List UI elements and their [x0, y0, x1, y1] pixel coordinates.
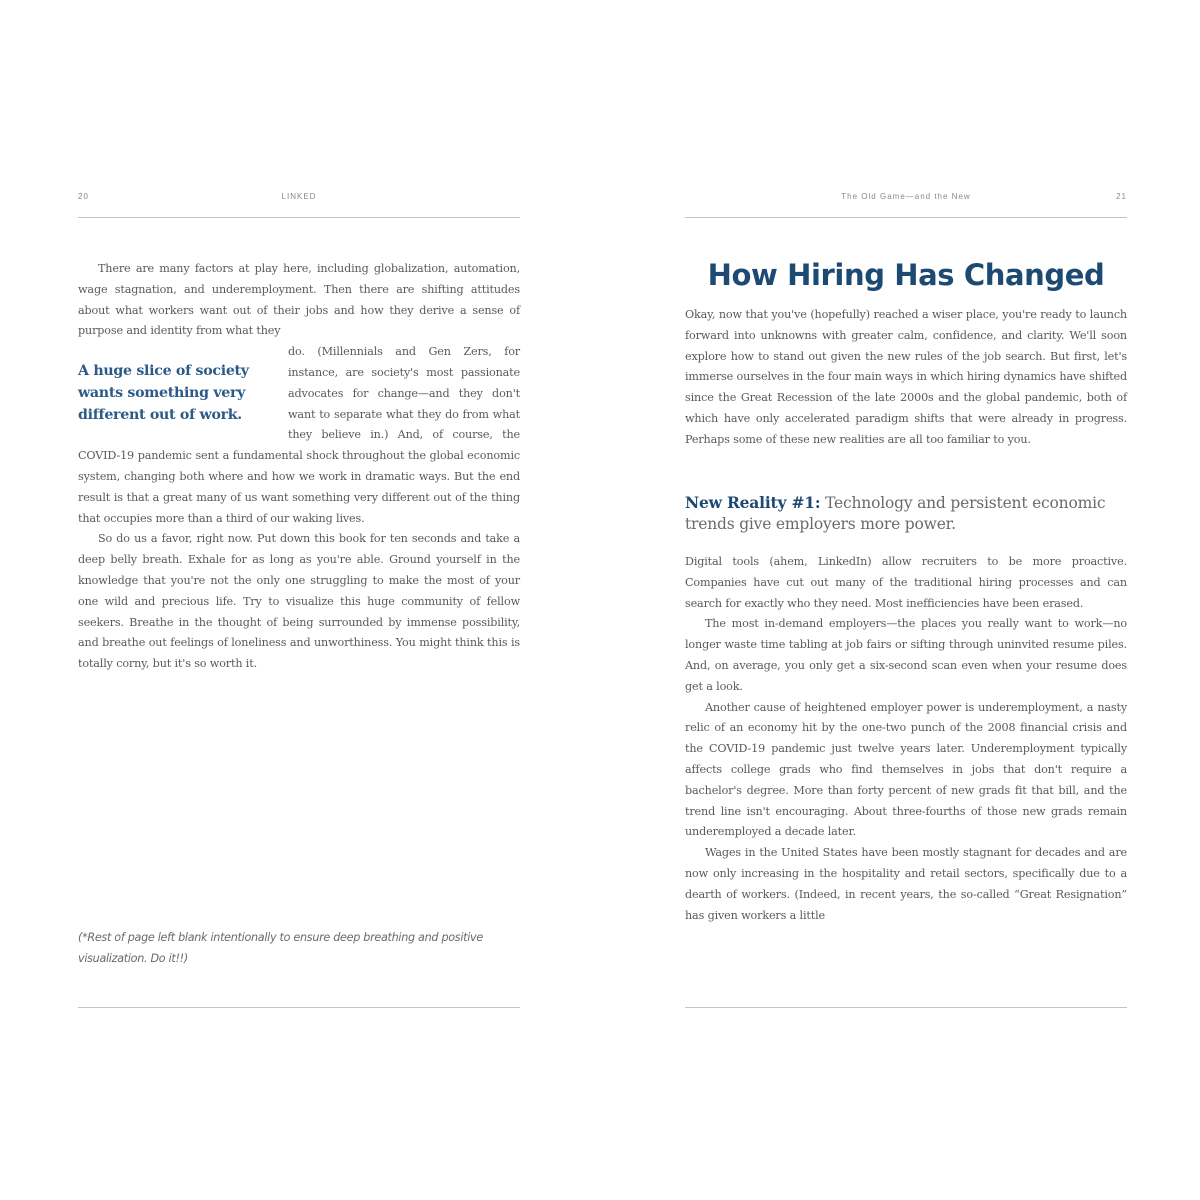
footer-rule-left — [78, 1007, 520, 1008]
subhead-label: New Reality #1: — [685, 493, 821, 512]
right-page — [685, 0, 1127, 1200]
paragraph-wages: Wages in the United States have been mostly stagnant for decades and are now only increasing in the hospitality and retail sectors, specifically due to a dearth of workers. (Indeed, in recent years, the so-called “Great Resignation” has given workers a little — [685, 846, 1127, 922]
left-page — [78, 0, 520, 1200]
intro-paragraph: Okay, now that you've (hopefully) reached a wiser place, you're ready to launch forward into unknowns with greater calm, confidence, and clarity. We'll soon explore how to stand out given the new rules of the job search. But first, let's immerse ourselves in the four main ways in which hiring dynamics have shifted since the Great Recession of the late 2000s and the global pandemic, both of which have only accelerated paradigm shifts that were already in progress. Perhaps some of these new realities are all too familiar to you. — [685, 308, 1127, 446]
section-subhead — [685, 492, 1127, 535]
running-head-left — [78, 192, 520, 206]
running-head-right — [685, 192, 1127, 206]
right-body-text — [685, 552, 1127, 926]
paragraph-digital-tools: Digital tools (ahem, LinkedIn) allow recruiters to be more proactive. Companies have cut out many of the traditional hiring processes and can search for exactly who they need. Most inefficiencies have been erased. — [685, 555, 1127, 610]
paragraph-employers: The most in-demand employers—the places you really want to work—no longer waste time tabling at job fairs or sifting through uninvited resume piles. And, on average, you only get a six-second scan even when your resume does get a look. — [685, 617, 1127, 693]
book-title-running-head: LINKED — [281, 192, 317, 201]
paragraph-breathe: So do us a favor, right now. Put down this book for ten seconds and take a deep belly breath. Exhale for as long as you're able. Ground yourself in the knowledge that you're not the only one struggling to make the most of your one wild and precious life. Try to visualize this huge community of fellow seekers. Breathe in the thought of being surrounded by immense possibility, and breathe out feelings of loneliness and unworthiness. You might think this is totally corny, but it's so worth it. — [78, 532, 520, 671]
paragraph-underemployment: Another cause of heightened employer power is underemployment, a nasty relic of an economy hit by the one-two punch of the 2008 financial crisis and the COVID-19 pandemic just twelve years later. Underemployment typically affects college grads who find themselves in jobs that don't require a bachelor's degree. More than forty percent of new grads fit that bill, and the trend line isn't encouraging. About three-fourths of those new grads remain underemployed a decade later. — [685, 700, 1127, 839]
page-number-left: 20 — [78, 192, 89, 201]
header-rule-left — [78, 217, 520, 218]
subhead-text: Technology and persistent economic trends give employers more power. — [685, 494, 1106, 533]
page-number-right: 21 — [1116, 192, 1127, 201]
intro-text — [685, 305, 1127, 451]
paragraph-wrap: do. (Millennials and Gen Zers, for instance, are society's most passionate advocates for change—and they don't want to separate what they do from what they believe in.) And, of course, the COVID-19 pandemic sent a fundamental shock throughout the global economic system, changing both where and how we work in dramatic ways. But the end result is that a great many of us want something very different out of the thing that occupies more than a third of our waking lives. — [78, 345, 520, 525]
header-rule-right — [685, 217, 1127, 218]
chapter-running-head: The Old Game—and the New — [841, 192, 971, 201]
footer-rule-right — [685, 1007, 1127, 1008]
left-body-text — [78, 259, 520, 675]
pull-quote: A huge slice of society wants something very different out of work. — [78, 363, 249, 424]
chapter-title: How Hiring Has Changed — [707, 258, 1105, 292]
paragraph-intro: There are many factors at play here, including globalization, automation, wage stagnation, and underemployment. Then there are shifting attitudes about what workers want out of their jobs and how they derive a sense of purpose and identity from what they — [78, 262, 520, 338]
footnote: (*Rest of page left blank intentionally to ensure deep breathing and positive visualization. Do it!!) — [78, 931, 483, 965]
